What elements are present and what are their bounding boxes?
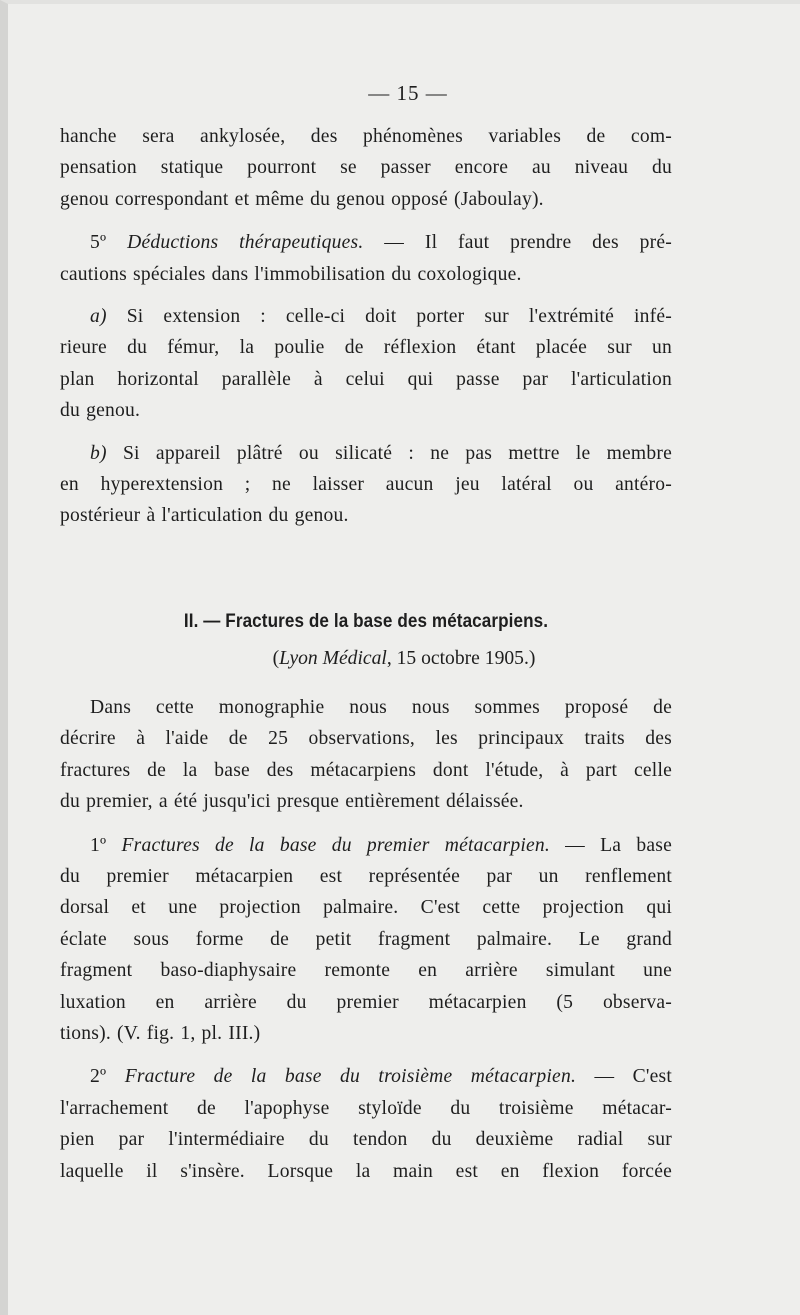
paragraph-plaster <box>60 438 672 532</box>
paragraph-therapeutic-deductions <box>60 227 672 290</box>
text-line: du genou. <box>60 400 141 422</box>
paragraph-monograph <box>60 692 672 818</box>
text-line: rieure du fémur, la poulie de réflexion étant placée sur un <box>60 337 672 359</box>
journal-name: Lyon Médical <box>279 647 387 669</box>
text-line: du premier métacarpien est représentée par un renflement <box>60 865 672 887</box>
page-number: — 15 — <box>368 81 448 105</box>
text-line <box>60 1061 672 1092</box>
text-line <box>60 227 672 258</box>
subsection-title: Déductions thérapeutiques. <box>127 232 364 254</box>
text-fragment: — C'est <box>576 1066 673 1088</box>
text-line <box>60 301 672 332</box>
text-line: luxation en arrière du premier métacarpien (5 observa- <box>60 991 672 1013</box>
text-fragment: Si appareil plâtré ou silicaté : ne pas mettre le membre <box>106 442 672 464</box>
section-number: 5º <box>90 232 107 254</box>
section-heading: II. — Fractures de la base des métacarpiens. <box>183 610 549 632</box>
text-line: éclate sous forme de petit fragment palmaire. Le grand <box>60 928 672 950</box>
text-fragment: — La base <box>550 834 672 856</box>
text-line: tions). (V. fig. 1, pl. III.) <box>60 1022 261 1044</box>
text-line: cautions spéciales dans l'immobilisation du coxologique. <box>60 263 522 285</box>
text-line: décrire à l'aide de 25 observations, les principaux traits des <box>60 728 672 750</box>
text-fragment: — Il faut prendre des pré- <box>363 232 673 254</box>
text-line: fragment baso-diaphysaire remonte en arrière simulant une <box>60 960 672 982</box>
text-line: Dans cette monographie nous nous sommes proposé de <box>90 696 672 718</box>
text-line: laquelle il s'insère. Lorsque la main est en flexion forcée <box>60 1160 672 1182</box>
text-fragment: , 15 octobre 1905.) <box>386 647 536 669</box>
text-line: postérieur à l'articulation du genou. <box>60 505 349 527</box>
text-line: hanche sera ankylosée, des phénomènes variables de com- <box>60 126 672 147</box>
section-number: 1º <box>90 834 107 856</box>
text-fragment: Si extension : celle-ci doit porter sur l'extrémité infé- <box>106 306 672 328</box>
source-citation <box>60 643 672 674</box>
item-letter: b) <box>90 442 107 464</box>
subsection-title: Fracture de la base du troisième métacarpien. <box>124 1066 577 1088</box>
text-line: fractures de la base des métacarpiens dont l'étude, à part celle <box>60 759 672 781</box>
paragraph-third-metacarpal <box>60 1061 672 1187</box>
text-line: en hyperextension ; ne laisser aucun jeu latéral ou antéro- <box>60 474 672 496</box>
text-line <box>60 438 672 469</box>
text-fragment: ( <box>272 647 280 669</box>
paragraph-continuation <box>60 121 672 215</box>
text-line: dorsal et une projection palmaire. C'est cette projection qui <box>60 897 672 919</box>
text-line: l'arrachement de l'apophyse styloïde du troisième métacar- <box>60 1097 672 1119</box>
body-text <box>60 121 672 1187</box>
text-line: du premier, a été jusqu'ici presque entièrement délaissée. <box>60 791 524 813</box>
subsection-title: Fractures de la base du premier métacarpien. <box>121 834 550 856</box>
item-letter: a) <box>90 306 107 328</box>
text-line: pensation statique pourront se passer encore au niveau du <box>60 157 672 179</box>
text-line: plan horizontal parallèle à celui qui passe par l'articulation <box>60 368 672 390</box>
text-line <box>60 830 672 861</box>
paragraph-first-metacarpal <box>60 830 672 1050</box>
paragraph-extension <box>60 301 672 427</box>
text-line: pien par l'intermédiaire du tendon du deuxième radial sur <box>60 1129 672 1151</box>
text-line: genou correspondant et même du genou opposé (Jaboulay). <box>60 188 544 210</box>
section-number: 2º <box>90 1066 107 1088</box>
